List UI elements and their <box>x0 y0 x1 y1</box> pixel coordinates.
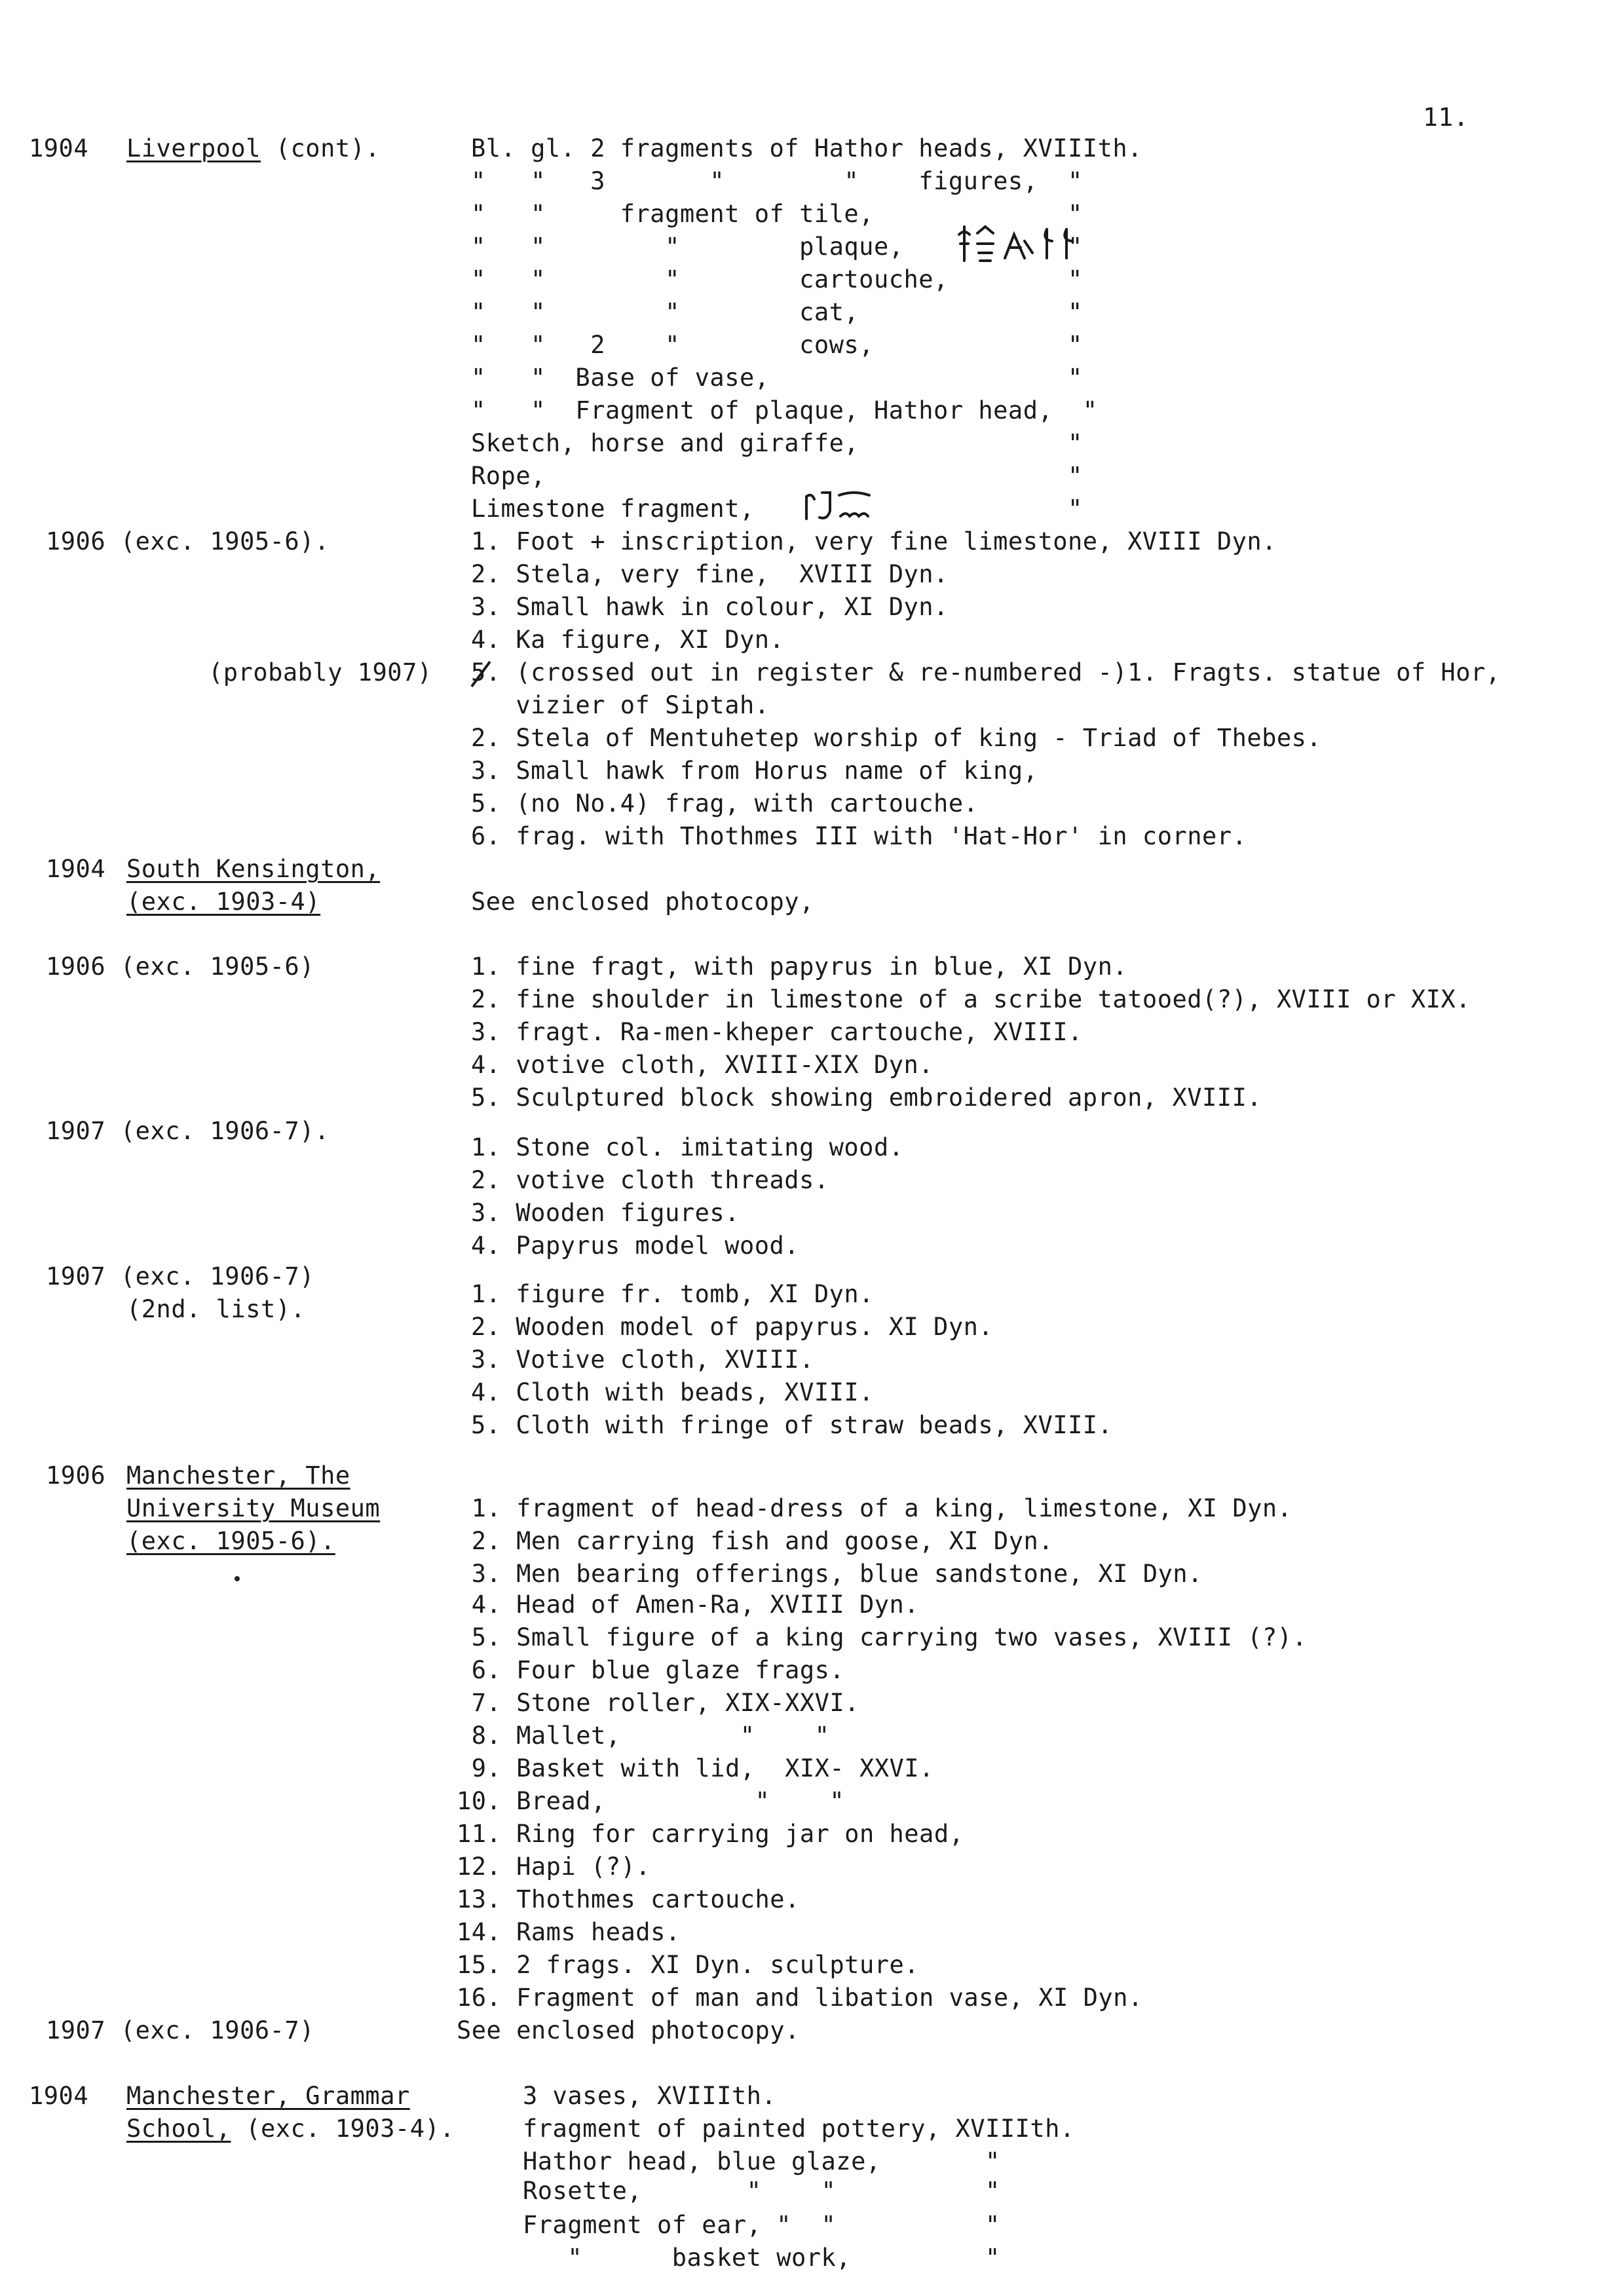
list-item: 12. Hapi (?). <box>457 1853 651 1881</box>
entry-place: Manchester, The <box>126 1461 350 1490</box>
list-item: 4. Cloth with beads, XVIII. <box>471 1378 874 1406</box>
hieroglyph-inscription-icon <box>955 221 1093 267</box>
list-item: 1. fragment of head-dress of a king, limestone, XI Dyn. <box>457 1494 1292 1522</box>
entry-year-label: 1906 (exc. 1905-6) <box>46 952 314 981</box>
list-item: vizier of Siptah. <box>471 691 770 719</box>
list-item: 1. fine fragt, with papyrus in blue, XI Dyn. <box>471 952 1128 981</box>
list-item: 4. Head of Amen-Ra, XVIII Dyn. <box>457 1590 920 1619</box>
list-item: Rope, " <box>471 462 1083 490</box>
entry-year-label: 1907 (exc. 1906-7) <box>46 1262 314 1290</box>
list-item: 5. (crossed out in register & re-numbered -)1. Fragts. statue of Hor, <box>471 658 1501 687</box>
list-item: 2. Stela of Mentuhetep worship of king - Triad of Thebes. <box>471 724 1322 752</box>
list-item: 2. fine shoulder in limestone of a scribe tatooed(?), XVIII or XIX. <box>471 985 1471 1013</box>
list-item: Fragment of ear, " " " <box>523 2211 1000 2239</box>
strikethrough-mark-icon <box>468 658 494 690</box>
entry-place <box>126 134 380 164</box>
list-item: 1. Foot + inscription, very fine limestone, XVIII Dyn. <box>471 527 1277 555</box>
entry-place-2a: School, <box>126 2115 231 2143</box>
list-item: 2. votive cloth threads. <box>471 1166 829 1194</box>
entry-place: Manchester, Grammar <box>126 2082 410 2110</box>
entry-exc: (exc. 1903-4). <box>231 2115 455 2143</box>
entry-place: South Kensington, <box>126 855 381 883</box>
list-item: 2. Stela, very fine, XVIII Dyn. <box>471 560 949 588</box>
list-item: 4. votive cloth, XVIII-XIX Dyn. <box>471 1051 934 1079</box>
entry-year-label: 1907 (exc. 1906-7) <box>46 2016 314 2044</box>
list-item: 16. Fragment of man and libation vase, XI Dyn. <box>457 1984 1143 2012</box>
stray-mark <box>235 1576 240 1581</box>
hieroglyph-inscription-icon <box>801 487 880 527</box>
entry-exc: (exc. 1905-6). <box>126 1527 335 1555</box>
entry-year-label: 1907 (exc. 1906-7). <box>46 1117 330 1145</box>
entry-note: See enclosed photocopy, <box>471 888 814 916</box>
list-item: " " " cat, " <box>471 298 1083 326</box>
list-item: Bl. gl. 2 fragments of Hathor heads, XVIIIth. <box>471 134 1142 162</box>
list-item: 2. Men carrying fish and goose, XI Dyn. <box>457 1527 1054 1555</box>
list-item: 1. Stone col. imitating wood. <box>471 1133 904 1161</box>
list-item: Limestone fragment, " <box>471 495 1083 523</box>
list-item: 10. Bread, " " <box>457 1787 845 1815</box>
entry-exc: (exc. 1903-4) <box>126 888 321 916</box>
list-item: 3. Men bearing offerings, blue sandstone, XI Dyn. <box>457 1560 1203 1588</box>
entry-year-label: 1906 (exc. 1905-6). <box>46 527 330 555</box>
list-item: 6. Four blue glaze frags. <box>457 1656 845 1684</box>
entry-year-label-2: (2nd. list). <box>126 1295 306 1323</box>
list-item: 4. Ka figure, XI Dyn. <box>471 626 785 654</box>
list-item: Rosette, " " " <box>523 2177 1000 2205</box>
list-item: Hathor head, blue glaze, " <box>523 2147 1000 2175</box>
page-number: 11. <box>1423 103 1469 132</box>
list-item: 5. Sculptured block showing embroidered apron, XVIII. <box>471 1083 1262 1112</box>
list-item: 9. Basket with lid, XIX- XXVI. <box>457 1754 934 1782</box>
list-item: " " 3 " " figures, " <box>471 167 1083 195</box>
list-item: 3. Votive cloth, XVIII. <box>471 1346 814 1374</box>
list-item: " " fragment of tile, " <box>471 200 1083 228</box>
list-item: 3. Small hawk from Horus name of king, <box>471 757 1038 785</box>
entry-note: See enclosed photocopy. <box>457 2016 800 2044</box>
list-item: " " Fragment of plaque, Hathor head, " <box>471 396 1098 424</box>
list-item: 13. Thothmes cartouche. <box>457 1885 800 1913</box>
list-item: 5. Small figure of a king carrying two vases, XVIII (?). <box>457 1623 1308 1651</box>
list-item: " " " cartouche, " <box>471 265 1083 293</box>
list-item: " " Base of vase, " <box>471 364 1083 392</box>
list-item: 3 vases, XVIIIth. <box>523 2082 777 2110</box>
list-item: 5. (no No.4) frag, with cartouche. <box>471 789 979 818</box>
list-item: fragment of painted pottery, XVIIIth. <box>523 2115 1075 2143</box>
list-item: " " 2 " cows, " <box>471 331 1083 359</box>
entry-year: 1904 <box>29 2082 89 2110</box>
list-item: 15. 2 frags. XI Dyn. sculpture. <box>457 1951 920 1979</box>
entry-place-2 <box>126 2114 455 2144</box>
list-item: 1. figure fr. tomb, XI Dyn. <box>471 1280 874 1308</box>
list-item: 8. Mallet, " " <box>457 1722 830 1750</box>
entry-year: 1906 <box>46 1461 106 1490</box>
list-item: 2. Wooden model of papyrus. XI Dyn. <box>471 1313 994 1341</box>
place-name: Liverpool <box>126 134 261 162</box>
place-suffix: (cont). <box>260 134 381 162</box>
entry-place-2: University Museum <box>126 1494 381 1522</box>
list-item: 7. Stone roller, XIX-XXVI. <box>457 1689 859 1717</box>
list-item: 5. Cloth with fringe of straw beads, XVIII. <box>471 1411 1113 1439</box>
list-item: 3. Small hawk in colour, XI Dyn. <box>471 593 949 621</box>
list-item: 14. Rams heads. <box>457 1918 681 1946</box>
list-item: 4. Papyrus model wood. <box>471 1232 800 1260</box>
list-item: Sketch, horse and giraffe, " <box>471 429 1083 457</box>
list-item: 3. fragt. Ra-men-kheper cartouche, XVIII. <box>471 1018 1083 1046</box>
list-item: 3. Wooden figures. <box>471 1199 740 1227</box>
list-item: " basket work, " <box>523 2244 1000 2272</box>
list-item: 6. frag. with Thothmes III with 'Hat-Hor' in corner. <box>471 822 1247 850</box>
probably-label: (probably 1907) <box>208 658 432 687</box>
list-item: " " " plaque, " <box>471 233 1083 261</box>
entry-year: 1904 <box>29 134 89 162</box>
entry-year: 1904 <box>46 855 106 883</box>
list-item: 11. Ring for carrying jar on head, <box>457 1820 964 1848</box>
